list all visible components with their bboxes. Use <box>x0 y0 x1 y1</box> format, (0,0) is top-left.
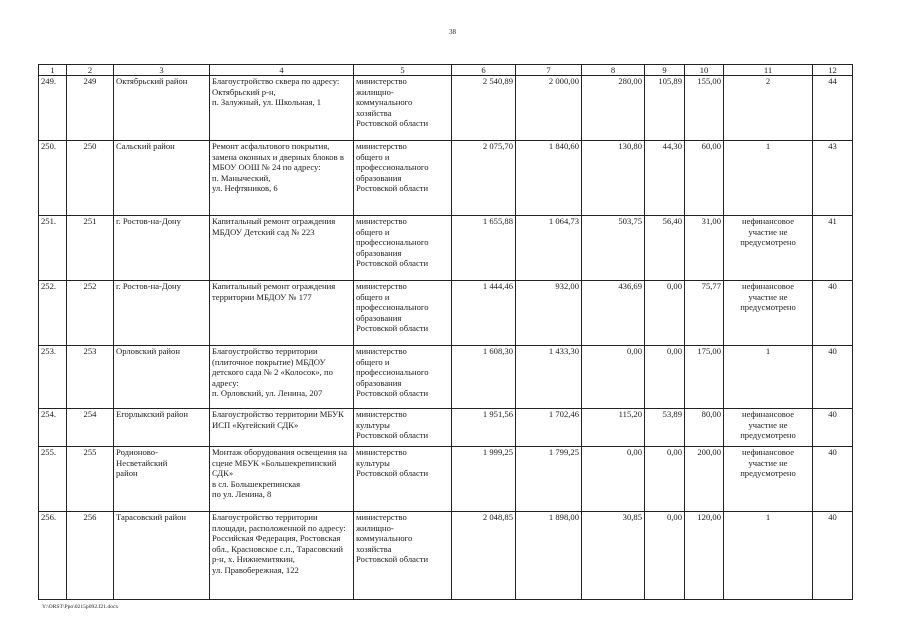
value-col11: нефинансовое участие не предусмотрено <box>724 409 813 447</box>
table-row <box>39 281 853 346</box>
row-number: 256. <box>39 512 67 600</box>
ministry-cell: министерство общего и профессионального образования Ростовской области <box>354 346 452 409</box>
value-col11: 1 <box>724 512 813 600</box>
row-number: 250. <box>39 141 67 216</box>
page-number: 38 <box>449 28 456 36</box>
value-col10: 120,00 <box>685 512 724 600</box>
value-col9: 0,00 <box>645 447 685 512</box>
row-id: 256 <box>67 512 114 600</box>
row-id: 254 <box>67 409 114 447</box>
district-cell: г. Ростов-на-Дону <box>114 216 210 281</box>
row-id: 255 <box>67 447 114 512</box>
ministry-cell: министерство общего и профессионального образования Ростовской области <box>354 281 452 346</box>
col-header: 3 <box>114 65 210 76</box>
value-col7: 1 433,30 <box>516 346 582 409</box>
row-number: 251. <box>39 216 67 281</box>
value-col10: 80,00 <box>685 409 724 447</box>
value-col7: 1 840,60 <box>516 141 582 216</box>
value-col12: 40 <box>813 346 853 409</box>
value-col10: 60,00 <box>685 141 724 216</box>
value-col8: 115,20 <box>582 409 645 447</box>
col-header: 4 <box>210 65 354 76</box>
value-col6: 1 655,88 <box>452 216 516 281</box>
value-col9: 53,89 <box>645 409 685 447</box>
col-header: 2 <box>67 65 114 76</box>
table-row <box>39 447 853 512</box>
value-col10: 175,00 <box>685 346 724 409</box>
value-col6: 1 951,56 <box>452 409 516 447</box>
value-col9: 56,40 <box>645 216 685 281</box>
value-col8: 130,80 <box>582 141 645 216</box>
table-row <box>39 512 853 600</box>
row-id: 251 <box>67 216 114 281</box>
col-header: 11 <box>724 65 813 76</box>
value-col9: 44,30 <box>645 141 685 216</box>
value-col7: 1 898,00 <box>516 512 582 600</box>
value-col8: 280,00 <box>582 76 645 141</box>
row-id: 252 <box>67 281 114 346</box>
row-number: 252. <box>39 281 67 346</box>
table-row <box>39 216 853 281</box>
object-cell: Благоустройство территории (плиточное покрытие) МБДОУ детского сада № 2 «Колосок», по адресу: п. Орловский, ул. Ленина, 207 <box>210 346 354 409</box>
col-header: 12 <box>813 65 853 76</box>
ministry-cell: министерство жилищно- коммунального хозяйства Ростовской области <box>354 76 452 141</box>
data-table <box>38 64 853 600</box>
value-col6: 2 540,89 <box>452 76 516 141</box>
value-col8: 0,00 <box>582 346 645 409</box>
value-col7: 1 064,73 <box>516 216 582 281</box>
table-row <box>39 409 853 447</box>
object-cell: Благоустройство сквера по адресу: Октябрьский р-н, п. Залужный, ул. Школьная, 1 <box>210 76 354 141</box>
object-cell: Ремонт асфальтового покрытия, замена оконных и дверных блоков в МБОУ ООШ № 24 по адресу: п. Маныческий, ул. Нефтяников, 6 <box>210 141 354 216</box>
object-cell: Благоустройство территории МБУК ИСП «Кугейский СДК» <box>210 409 354 447</box>
district-cell: г. Ростов-на-Дону <box>114 281 210 346</box>
value-col9: 0,00 <box>645 512 685 600</box>
value-col10: 200,00 <box>685 447 724 512</box>
row-id: 250 <box>67 141 114 216</box>
district-cell: Тарасовский район <box>114 512 210 600</box>
object-cell: Капитальный ремонт ограждения территории МБДОУ № 177 <box>210 281 354 346</box>
value-col12: 40 <box>813 409 853 447</box>
row-number: 255. <box>39 447 67 512</box>
district-cell: Орловский район <box>114 346 210 409</box>
value-col10: 155,00 <box>685 76 724 141</box>
col-header: 7 <box>516 65 582 76</box>
district-cell: Егорлыкский район <box>114 409 210 447</box>
row-id: 253 <box>67 346 114 409</box>
ministry-cell: министерство культуры Ростовской области <box>354 447 452 512</box>
district-cell: Октябрьский район <box>114 76 210 141</box>
object-cell: Монтаж оборудования освещения на сцене МБУК «Большекрепинский СДК» в сл. Большекрепинская по ул. Ленина, 8 <box>210 447 354 512</box>
value-col9: 0,00 <box>645 281 685 346</box>
district-cell: Родионово- Несветайский район <box>114 447 210 512</box>
value-col9: 105,89 <box>645 76 685 141</box>
col-header: 8 <box>582 65 645 76</box>
value-col12: 40 <box>813 281 853 346</box>
ministry-cell: министерство общего и профессионального образования Ростовской области <box>354 216 452 281</box>
ministry-cell: министерство культуры Ростовской области <box>354 409 452 447</box>
row-id: 249 <box>67 76 114 141</box>
row-number: 249. <box>39 76 67 141</box>
value-col8: 503,75 <box>582 216 645 281</box>
value-col8: 0,00 <box>582 447 645 512</box>
value-col12: 44 <box>813 76 853 141</box>
value-col11: нефинансовое участие не предусмотрено <box>724 281 813 346</box>
value-col7: 1 702,46 <box>516 409 582 447</box>
row-number: 253. <box>39 346 67 409</box>
col-header: 10 <box>685 65 724 76</box>
value-col6: 1 444,46 <box>452 281 516 346</box>
table-row <box>39 141 853 216</box>
ministry-cell: министерство жилищно- коммунального хозяйства Ростовской области <box>354 512 452 600</box>
value-col7: 1 799,25 <box>516 447 582 512</box>
object-cell: Благоустройство территории площади, расположенной по адресу: Российская Федерация, Ростовская обл., Красновское с.п., Тарасовский р-н, х. Нижнемитякин, ул. Правобережная, 122 <box>210 512 354 600</box>
district-cell: Сальский район <box>114 141 210 216</box>
col-header: 6 <box>452 65 516 76</box>
table-body <box>39 76 853 600</box>
value-col7: 932,00 <box>516 281 582 346</box>
col-header: 5 <box>354 65 452 76</box>
col-header: 1 <box>39 65 67 76</box>
table-row <box>39 346 853 409</box>
value-col6: 2 075,70 <box>452 141 516 216</box>
table-row <box>39 76 853 141</box>
value-col8: 30,85 <box>582 512 645 600</box>
object-cell: Капитальный ремонт ограждения МБДОУ Детский сад № 223 <box>210 216 354 281</box>
value-col12: 40 <box>813 512 853 600</box>
row-number: 254. <box>39 409 67 447</box>
value-col10: 75,77 <box>685 281 724 346</box>
value-col6: 1 608,30 <box>452 346 516 409</box>
col-header: 9 <box>645 65 685 76</box>
header-row <box>39 65 853 76</box>
value-col12: 40 <box>813 447 853 512</box>
value-col8: 436,69 <box>582 281 645 346</box>
value-col11: нефинансовое участие не предусмотрено <box>724 447 813 512</box>
value-col9: 0,00 <box>645 346 685 409</box>
value-col12: 43 <box>813 141 853 216</box>
value-col6: 2 048,85 <box>452 512 516 600</box>
value-col11: 1 <box>724 141 813 216</box>
value-col11: нефинансовое участие не предусмотрено <box>724 216 813 281</box>
file-path-footer: Y:\ORST\Ppo\0215p092.f21.docx <box>42 604 119 610</box>
ministry-cell: министерство общего и профессионального образования Ростовской области <box>354 141 452 216</box>
value-col11: 2 <box>724 76 813 141</box>
value-col6: 1 999,25 <box>452 447 516 512</box>
value-col12: 41 <box>813 216 853 281</box>
value-col10: 31,00 <box>685 216 724 281</box>
value-col11: 1 <box>724 346 813 409</box>
value-col7: 2 000,00 <box>516 76 582 141</box>
